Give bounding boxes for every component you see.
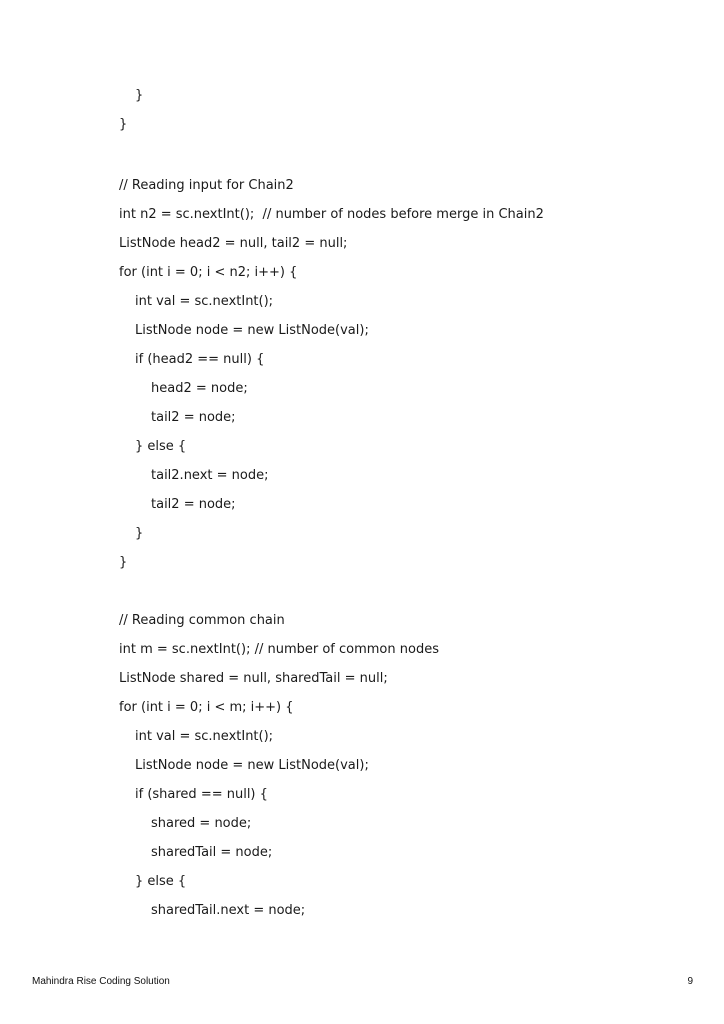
code-line: int val = sc.nextInt(); bbox=[135, 729, 274, 744]
page-number: 9 bbox=[687, 976, 693, 987]
code-line: } else { bbox=[135, 439, 187, 454]
code-line: if (shared == null) { bbox=[135, 787, 268, 802]
code-line: } else { bbox=[135, 874, 187, 889]
code-line: for (int i = 0; i < m; i++) { bbox=[119, 700, 294, 715]
code-comment: // Reading input for Chain2 bbox=[119, 178, 294, 193]
code-line: ListNode node = new ListNode(val); bbox=[135, 758, 369, 773]
code-line: int val = sc.nextInt(); bbox=[135, 294, 274, 309]
code-line: for (int i = 0; i < n2; i++) { bbox=[119, 265, 298, 280]
code-line: } bbox=[135, 526, 144, 541]
code-line: tail2 = node; bbox=[151, 497, 236, 512]
code-line: sharedTail = node; bbox=[151, 845, 273, 860]
code-line: } bbox=[119, 555, 128, 570]
code-line: tail2 = node; bbox=[151, 410, 236, 425]
code-line: shared = node; bbox=[151, 816, 252, 831]
code-line: tail2.next = node; bbox=[151, 468, 269, 483]
code-comment: // Reading common chain bbox=[119, 613, 285, 628]
code-line: sharedTail.next = node; bbox=[151, 903, 306, 918]
code-line: head2 = node; bbox=[151, 381, 248, 396]
code-line: } bbox=[119, 117, 128, 132]
code-line: ListNode head2 = null, tail2 = null; bbox=[119, 236, 348, 251]
footer-title: Mahindra Rise Coding Solution bbox=[32, 976, 170, 987]
code-line: } bbox=[135, 88, 144, 103]
code-line: if (head2 == null) { bbox=[135, 352, 265, 367]
code-line: ListNode node = new ListNode(val); bbox=[135, 323, 369, 338]
code-line: ListNode shared = null, sharedTail = null; bbox=[119, 671, 388, 686]
code-line: int n2 = sc.nextInt(); // number of nodes before merge in Chain2 bbox=[119, 207, 544, 222]
code-line: int m = sc.nextInt(); // number of common nodes bbox=[119, 642, 439, 657]
